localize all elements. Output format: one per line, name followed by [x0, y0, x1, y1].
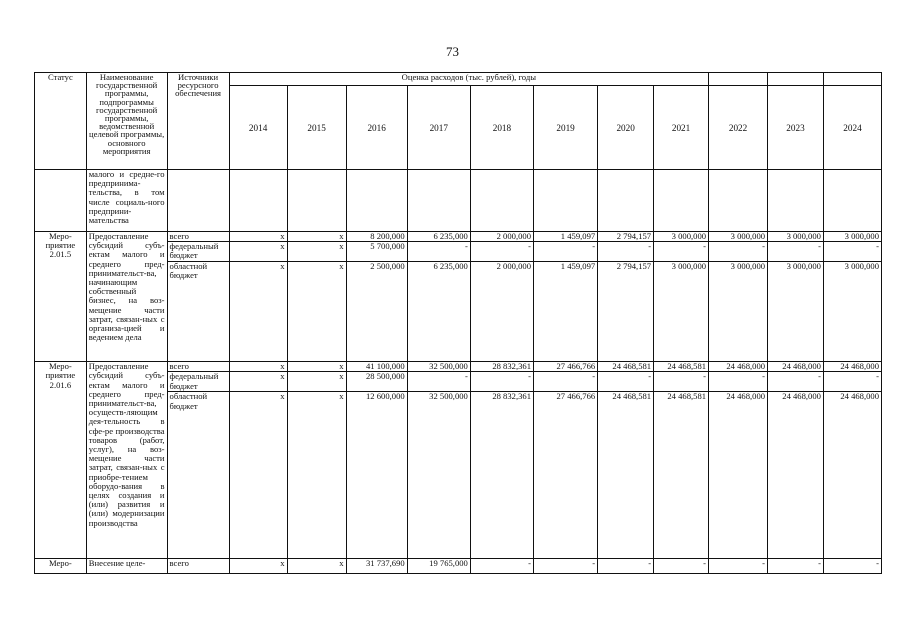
empty-cell: [229, 170, 287, 232]
year-header-2018: 2018: [470, 86, 533, 170]
value-cell-2014: х: [229, 242, 287, 262]
value-cell-2020: -: [598, 242, 654, 262]
value-cell-2022: 3 000,000: [709, 232, 768, 242]
value-cell-2019: -: [533, 559, 597, 574]
year-header-2016: 2016: [346, 86, 407, 170]
header-estimate: Оценка расходов (тыс. рублей), годы: [229, 73, 708, 86]
value-cell-2022: -: [709, 242, 768, 262]
value-cell-2017: -: [407, 372, 470, 392]
value-cell-2021: 3 000,000: [654, 262, 709, 362]
value-cell-2022: 24 468,000: [709, 392, 768, 559]
value-cell-2018: 28 832,361: [470, 392, 533, 559]
value-cell-2020: 24 468,581: [598, 392, 654, 559]
header-status: Статус: [35, 73, 87, 170]
funding-source: областной бюджет: [167, 392, 229, 559]
value-cell-2017: -: [407, 242, 470, 262]
value-cell-2021: -: [654, 242, 709, 262]
empty-cell: [470, 170, 533, 232]
value-cell-2024: 3 000,000: [823, 232, 881, 242]
empty-cell: [709, 170, 768, 232]
value-cell-2021: 24 468,581: [654, 362, 709, 372]
value-cell-2014: х: [229, 232, 287, 242]
value-cell-2022: 24 468,000: [709, 362, 768, 372]
value-cell-2022: -: [709, 372, 768, 392]
year-header-2023: 2023: [768, 86, 824, 170]
header-name: Наименование государственной программы, подпрограммы государственной программы, ведомственной целевой программы, основного мероприятия: [86, 73, 167, 170]
value-cell-2023: 24 468,000: [768, 392, 824, 559]
value-cell-2014: х: [229, 262, 287, 362]
value-cell-2016: 8 200,000: [346, 232, 407, 242]
empty-cell: [287, 170, 346, 232]
empty-cell: [167, 170, 229, 232]
value-cell-2024: -: [823, 242, 881, 262]
empty-cell: [407, 170, 470, 232]
value-cell-2020: 24 468,581: [598, 362, 654, 372]
page-number: 73: [446, 44, 459, 59]
empty-cell: [768, 170, 824, 232]
funding-source: федеральный бюджет: [167, 242, 229, 262]
value-cell-2020: -: [598, 559, 654, 574]
funding-source: всего: [167, 559, 229, 574]
value-cell-2021: -: [654, 372, 709, 392]
value-cell-2024: 24 468,000: [823, 362, 881, 372]
empty-cell: [533, 170, 597, 232]
measure-name: Внесение целе-: [86, 559, 167, 574]
value-cell-2014: х: [229, 362, 287, 372]
header-sources: Источники ресурсного обеспечения: [167, 73, 229, 170]
year-header-2022: 2022: [709, 86, 768, 170]
value-cell-2017: 6 235,000: [407, 262, 470, 362]
empty-cell: [823, 170, 881, 232]
measure-status: Меро-: [35, 559, 87, 574]
header-extra-cell: [823, 73, 881, 86]
value-cell-2016: 41 100,000: [346, 362, 407, 372]
value-cell-2018: -: [470, 372, 533, 392]
year-header-2020: 2020: [598, 86, 654, 170]
value-cell-2016: 2 500,000: [346, 262, 407, 362]
value-cell-2014: х: [229, 372, 287, 392]
value-cell-2023: 3 000,000: [768, 262, 824, 362]
value-cell-2016: 31 737,690: [346, 559, 407, 574]
value-cell-2016: 28 500,000: [346, 372, 407, 392]
continuation-text: малого и средне-го предпринима-тельства, в том числе социаль-ного предприни-мательства: [86, 170, 167, 232]
value-cell-2018: 2 000,000: [470, 262, 533, 362]
empty-cell: [654, 170, 709, 232]
value-cell-2019: 27 466,766: [533, 362, 597, 372]
empty-cell: [346, 170, 407, 232]
value-cell-2015: х: [287, 392, 346, 559]
year-header-2017: 2017: [407, 86, 470, 170]
value-cell-2024: 24 468,000: [823, 392, 881, 559]
value-cell-2016: 5 700,000: [346, 242, 407, 262]
value-cell-2018: -: [470, 242, 533, 262]
value-cell-2015: х: [287, 372, 346, 392]
value-cell-2017: 32 500,000: [407, 392, 470, 559]
funding-source: областной бюджет: [167, 262, 229, 362]
table-row: [35, 232, 882, 242]
value-cell-2023: -: [768, 559, 824, 574]
value-cell-2015: х: [287, 362, 346, 372]
value-cell-2023: -: [768, 242, 824, 262]
value-cell-2023: 24 468,000: [768, 362, 824, 372]
value-cell-2015: х: [287, 262, 346, 362]
value-cell-2022: 3 000,000: [709, 262, 768, 362]
measure-name: Предоставление субсидий субъ-ектам малого и среднего пред-принимательст-ва, осуществ-ляющим дея-тельность в сфе-ре производства товаров (работ, услуг), на воз-мещение части затрат, связан-ных с приобре-тением оборудо-вания в целях создания и (или) развития и (или) модернизации производства: [86, 362, 167, 559]
value-cell-2019: 1 459,097: [533, 262, 597, 362]
year-header-2024: 2024: [823, 86, 881, 170]
empty-cell: [598, 170, 654, 232]
header-extra-cell: [709, 73, 768, 86]
value-cell-2023: 3 000,000: [768, 232, 824, 242]
value-cell-2017: 32 500,000: [407, 362, 470, 372]
measure-name: Предоставление субсидий субъ-ектам малого и среднего пред-принимательст-ва, начинающим собственный бизнес, на воз-мещение части затрат, связан-ных с организа-цией и ведением дела: [86, 232, 167, 362]
status-cell: [35, 170, 87, 232]
value-cell-2024: 3 000,000: [823, 262, 881, 362]
value-cell-2019: -: [533, 242, 597, 262]
value-cell-2019: 1 459,097: [533, 232, 597, 242]
value-cell-2018: -: [470, 559, 533, 574]
value-cell-2024: -: [823, 372, 881, 392]
year-header-2014: 2014: [229, 86, 287, 170]
value-cell-2015: х: [287, 242, 346, 262]
value-cell-2021: 24 468,581: [654, 392, 709, 559]
value-cell-2015: х: [287, 232, 346, 242]
funding-source: федеральный бюджет: [167, 372, 229, 392]
value-cell-2023: -: [768, 372, 824, 392]
table-row: [35, 559, 882, 574]
value-cell-2020: -: [598, 372, 654, 392]
funding-source: всего: [167, 362, 229, 372]
value-cell-2017: 19 765,000: [407, 559, 470, 574]
value-cell-2020: 2 794,157: [598, 232, 654, 242]
year-header-2019: 2019: [533, 86, 597, 170]
value-cell-2017: 6 235,000: [407, 232, 470, 242]
value-cell-2021: -: [654, 559, 709, 574]
value-cell-2019: 27 466,766: [533, 392, 597, 559]
value-cell-2021: 3 000,000: [654, 232, 709, 242]
header-extra-cell: [768, 73, 824, 86]
expense-table: [34, 72, 882, 574]
table-row: [35, 362, 882, 372]
value-cell-2020: 2 794,157: [598, 262, 654, 362]
value-cell-2018: 28 832,361: [470, 362, 533, 372]
value-cell-2018: 2 000,000: [470, 232, 533, 242]
year-header-2021: 2021: [654, 86, 709, 170]
year-header-2015: 2015: [287, 86, 346, 170]
measure-status: Меро-приятие 2.01.5: [35, 232, 87, 362]
value-cell-2022: -: [709, 559, 768, 574]
value-cell-2016: 12 600,000: [346, 392, 407, 559]
funding-source: всего: [167, 232, 229, 242]
value-cell-2014: х: [229, 392, 287, 559]
value-cell-2014: х: [229, 559, 287, 574]
value-cell-2024: -: [823, 559, 881, 574]
measure-status: Меро-приятие 2.01.6: [35, 362, 87, 559]
continuation-row: [35, 170, 882, 232]
value-cell-2015: х: [287, 559, 346, 574]
value-cell-2019: -: [533, 372, 597, 392]
